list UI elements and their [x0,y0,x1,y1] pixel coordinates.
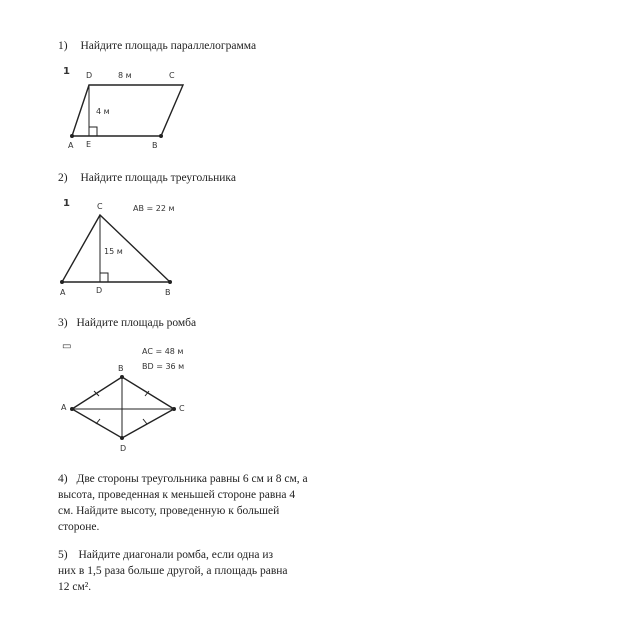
task-text-line-2: них в 1,5 раза больше другой, а площадь равна [58,565,288,577]
label-c: C [97,202,103,211]
label-a: A [68,141,74,150]
label-bd: BD = 36 м [142,362,185,371]
label-b: B [118,364,124,373]
label-height: 4 м [96,107,110,116]
task-number: 1) [58,40,68,52]
label-b: B [165,288,171,297]
label-ac: AC = 48 м [142,347,184,356]
tick-mark [96,419,100,424]
task-text-line-3: 12 см². [58,581,92,593]
task-number: 4) [58,473,68,485]
task-text: Найдите площадь параллелограмма [80,40,257,52]
task-4 [58,471,358,535]
vertex-c [172,407,176,411]
task-number: 3) [58,317,68,329]
label-b: B [152,141,158,150]
task-text: Найдите площадь ромба [76,317,197,329]
vertex-d [120,436,124,440]
tick-mark [143,419,147,424]
rhombus-shape [72,377,174,438]
label-e: E [86,140,92,149]
label-a: A [61,403,67,412]
label-c: C [179,404,185,413]
task-text: Найдите площадь треугольника [80,172,236,184]
label-given-ab: AB = 22 м [133,204,175,213]
task-1-mark: 1 [63,66,70,77]
task-line [58,471,358,487]
vertex-b [120,375,124,379]
task-3-mark: ▭ [62,341,72,352]
label-top-length: 8 м [118,71,132,80]
task-text-line-3: см. Найдите высоту, проведенную к большей [58,505,280,517]
task-text-line-4: стороне. [58,521,100,533]
task-number: 5) [58,549,68,561]
task-5 [58,547,358,595]
vertex-a [70,407,74,411]
label-c: C [169,71,175,80]
task-line [58,547,358,563]
label-d: D [120,444,127,453]
task-text-line-2: высота, проведенная к меньшей стороне равна 4 [58,489,296,501]
task-2-mark: 1 [63,198,70,209]
label-a: A [60,288,66,297]
task-text-line-1: Две стороны треугольника равны 6 см и 8 см, а [76,473,308,485]
label-height: 15 м [104,247,123,256]
label-d: D [86,71,93,80]
label-d: D [96,286,103,295]
task-number: 2) [58,172,68,184]
task-text-line-1: Найдите диагонали ромба, если одна из [78,549,274,561]
